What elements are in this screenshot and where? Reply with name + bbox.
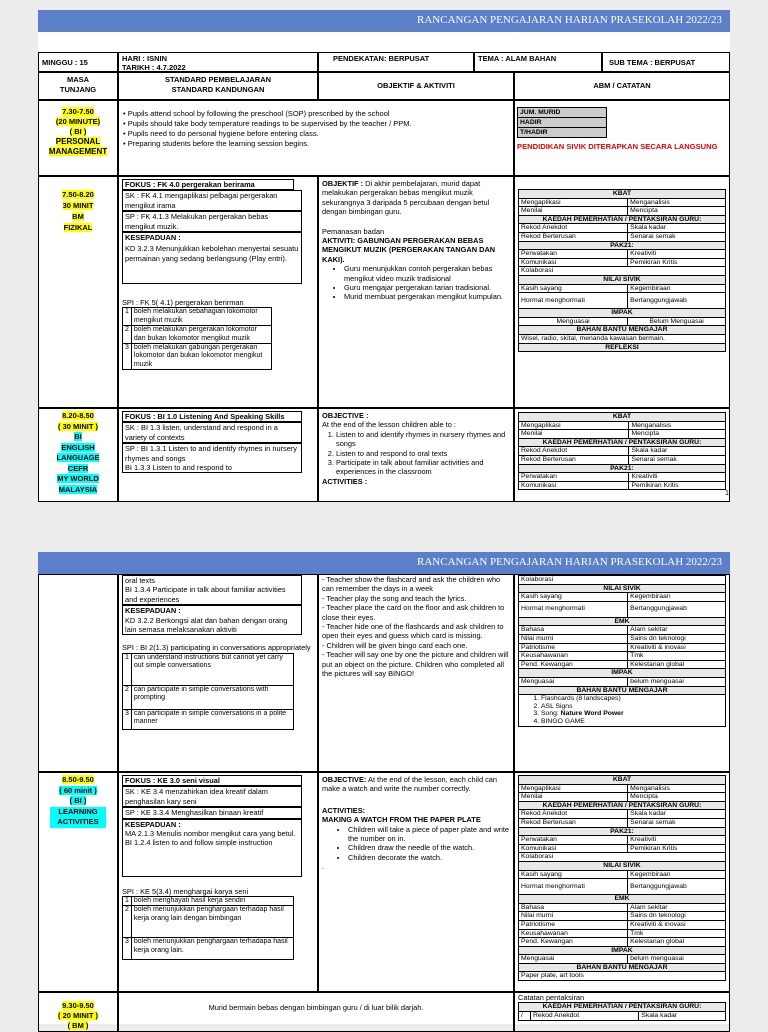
spi-cell: 3 bbox=[123, 938, 132, 960]
grid-cell: Tmk bbox=[628, 652, 726, 661]
grid-cell: Senarai semak bbox=[628, 232, 726, 241]
spi-cell: 2 bbox=[123, 685, 132, 709]
spi-cell: 3 bbox=[123, 709, 132, 729]
grid-cell: Pemikiran Kritis bbox=[628, 844, 726, 853]
grid-cell: Patriotisme bbox=[519, 920, 628, 929]
grid-cell: Bertanggungjawab bbox=[628, 879, 726, 895]
grid-cell: Pemikiran Kritis bbox=[629, 481, 726, 490]
row3-code: BI bbox=[74, 432, 82, 441]
grid-cell: Mengaplikasi bbox=[519, 784, 628, 793]
grid-section-header: PAK21: bbox=[519, 827, 726, 836]
grid-cell: Paper plate, art tools bbox=[519, 972, 726, 981]
grid-cell: Mengaplikasi bbox=[519, 198, 628, 207]
grid-cell: Pemikiran Kritis bbox=[628, 258, 726, 267]
grid-section-header: KAEDAH PEMERHATIAN / PENTAKSIRAN GURU: bbox=[519, 1003, 726, 1012]
row5-abm bbox=[514, 992, 730, 1032]
grid-cell: Mencipta bbox=[628, 207, 726, 216]
grid-cell: Kolaborasi bbox=[519, 576, 726, 585]
grid-cell: Senarai semak bbox=[629, 455, 726, 464]
row2-time: 7.50-8.20 bbox=[62, 190, 94, 199]
page-number: 1 bbox=[725, 490, 729, 497]
grid-section-header: IMPAK bbox=[519, 946, 726, 955]
grid-section-header: REFLEKSI bbox=[519, 343, 726, 352]
grid-cell: Kelestarian global bbox=[628, 660, 726, 669]
grid-cell: Perwatakan bbox=[519, 836, 628, 845]
activity-line: - Children will be given bingo card each one. bbox=[322, 640, 468, 650]
grid-cell: Menguasai bbox=[519, 955, 628, 964]
objective-heading: OBJECTIVE : bbox=[322, 411, 369, 420]
spi-desc: boleh melakukan sebahagian lokomotor mengikut muzik bbox=[131, 308, 271, 326]
row2-code: BM bbox=[72, 212, 84, 221]
grid-cell: Bertanggungjawab bbox=[628, 293, 726, 309]
grid-cell: Menilai bbox=[519, 793, 628, 802]
grid-section-header: EMK bbox=[519, 617, 726, 626]
row1-abm bbox=[514, 100, 730, 176]
grid-cell: Hormat menghormati bbox=[519, 601, 628, 617]
grid-cell: Alam sekitar bbox=[628, 903, 726, 912]
grid-cell: Menganalisis bbox=[628, 198, 726, 207]
row2-spi-table bbox=[122, 307, 272, 370]
row3-sk: SK : BI 1.3 listen, understand and respond in a variety of contexts bbox=[122, 422, 302, 443]
grid-cell: Menganalisis bbox=[629, 421, 726, 430]
row4-making-heading: MAKING A WATCH FROM THE PAPER PLATE bbox=[322, 815, 481, 825]
grid-section-header: PAK21: bbox=[519, 464, 726, 473]
row2-kesepaduan bbox=[122, 232, 302, 284]
grid-cell: Skala kadar bbox=[639, 1012, 726, 1021]
grid-cell: Kreativiti bbox=[628, 836, 726, 845]
grid-cell: Pend. Kewangan bbox=[519, 938, 628, 947]
grid-cell: Kolaborasi bbox=[519, 267, 726, 276]
row1-masa bbox=[38, 100, 118, 176]
aktiviti-item: • Guru mengajar pergerakan tarian tradisional. bbox=[344, 283, 510, 292]
list-item: 2. ASL Signs bbox=[541, 703, 723, 711]
grid-cell: Skala kadar bbox=[629, 447, 726, 456]
row5-grid bbox=[518, 1002, 726, 1020]
list-item: • Children draw the needle of the watch. bbox=[348, 843, 510, 852]
row5-desc: Murid bermain bebas dengan bimbingan guru / di luar bilik darjah. bbox=[118, 992, 514, 1032]
row3b-kesepaduan: KESEPADUAN : KD 3.2.2 Berkongsi alat dan bahan dengan orang lain semasa melaksanakan aktiviti bbox=[122, 605, 302, 635]
row3b-spi-table bbox=[122, 653, 294, 730]
grid-cell: Kreativiti bbox=[629, 473, 726, 482]
grid-cell: Hormat menghormati bbox=[519, 879, 628, 895]
row3b-activities bbox=[318, 574, 514, 772]
list-item: 3. Song: Nature Word Power bbox=[541, 710, 723, 718]
row2-sp: SP : FK 4.1.3 Melakukan pergerakan bebas mengikut muzik. bbox=[122, 211, 302, 232]
grid-cell: Pend. Kewangan bbox=[519, 660, 628, 669]
spi-cell: boleh menunjukkan penghargaan terhadapa hasil kerja orang lain. bbox=[131, 938, 293, 960]
col-standard: STANDARD PEMBELAJARAN STANDARD KANDUNGAN bbox=[118, 72, 318, 100]
row3-fokus: FOKUS : BI 1.0 Listening And Speaking Skills bbox=[122, 411, 302, 422]
spi-desc: boleh melakukan gabungan pergerakan lokomotor dan bukan lokomotor mengikut muzik bbox=[131, 344, 271, 370]
grid-cell: Kasih sayang bbox=[519, 870, 628, 879]
sub-tema: SUB TEMA : BERPUSAT bbox=[602, 52, 730, 72]
hari: HARI : ISNIN bbox=[122, 54, 167, 63]
grid-cell: Rekod Anekdot bbox=[519, 224, 628, 233]
grid-cell: Menilai bbox=[519, 430, 629, 439]
grid-cell: Kelestarian global bbox=[628, 938, 726, 947]
hari-tarikh bbox=[118, 52, 318, 72]
aktiviti-item: • Guru menunjukkan contoh pergerakan bebas mengikut video muzik tradisional bbox=[344, 264, 510, 283]
grid-cell: Kreativiti & inovasi bbox=[628, 920, 726, 929]
list-item: 2. Listen to and respond to oral texts bbox=[336, 449, 510, 458]
tarikh: TARIKH : 4.7.2022 bbox=[122, 63, 186, 72]
grid-section-header: NILAI SIVIK bbox=[519, 275, 726, 284]
spi-cell: 1 bbox=[123, 653, 132, 685]
grid-cell: Belum Menguasai bbox=[628, 317, 726, 326]
grid-section-header: IMPAK bbox=[519, 669, 726, 678]
grid-cell: Alam sekitar bbox=[628, 626, 726, 635]
row1-content bbox=[118, 100, 514, 176]
grid-cell: Kegembiraan bbox=[628, 870, 726, 879]
row3-masa bbox=[38, 408, 118, 502]
grid-cell: Senarai semak bbox=[628, 818, 726, 827]
grid-section-header: KBAT bbox=[519, 776, 726, 785]
row4-activities-heading: ACTIVITIES: bbox=[322, 805, 366, 815]
tema: TEMA : ALAM BAHAN bbox=[474, 52, 602, 72]
spi-cell: boleh menunjukkan penghargaan terhadap hasil kerja orang lain dengan bimbingan bbox=[131, 906, 293, 938]
row3-grid bbox=[518, 412, 726, 490]
spi-level: 1 bbox=[123, 308, 132, 326]
grid-cell: Rekod Anekdot bbox=[519, 810, 628, 819]
grid-cell: Kegembiraan bbox=[628, 593, 726, 602]
grid-cell: Hormat menghormati bbox=[519, 293, 628, 309]
grid-section-header: BAHAN BANTU MENGAJAR bbox=[519, 326, 726, 335]
grid-cell: Nilai murni bbox=[519, 634, 628, 643]
row3b-sp: oral texts BI 1.3.4 Participate in talk about familiar activities and experiences bbox=[122, 575, 302, 605]
grid-cell bbox=[519, 695, 726, 726]
grid-cell: Menguasai bbox=[519, 317, 628, 326]
list-item: 1. Flashcards (8 landscapes) bbox=[541, 695, 723, 703]
row3-tunjang: MY WORLD bbox=[57, 474, 99, 483]
objektif-heading: OBJEKTIF : bbox=[322, 179, 364, 188]
grid-cell: Kasih sayang bbox=[519, 284, 628, 293]
row5-masa: 9.30-9.50 ( 20 MINIT ) ( BM ) bbox=[38, 992, 118, 1032]
grid-cell: Menilai bbox=[519, 207, 628, 216]
grid-cell: Rekod Berterusan bbox=[519, 455, 629, 464]
spi-desc: boleh melakukan pergerakan lokomotor dan bukan lokomotor mengikut muzik bbox=[131, 326, 271, 344]
row2-objektif bbox=[318, 176, 514, 408]
grid-section-header: BAHAN BANTU MENGAJAR bbox=[519, 963, 726, 972]
spi-cell: 1 bbox=[123, 897, 132, 906]
page-banner: RANCANGAN PENGAJARAN HARIAN PRASEKOLAH 2022/23 bbox=[38, 10, 730, 32]
spi-cell: can understand instructions but cannot yet carry out simple conversations bbox=[131, 653, 293, 685]
activity-line: - Teacher show the flashcard and ask the children who can remember the days in a week bbox=[322, 575, 501, 594]
grid-cell: belum menguasai bbox=[628, 955, 726, 964]
row4-fokus: FOKUS : KE 3.0 seni visual bbox=[122, 775, 302, 786]
spi-level: 3 bbox=[123, 344, 132, 370]
row2-tunjang: FIZIKAL bbox=[63, 223, 93, 232]
grid-cell: Komunikasi bbox=[519, 844, 628, 853]
grid-cell: Kasih sayang bbox=[519, 593, 628, 602]
page-1 bbox=[38, 10, 730, 502]
row3-duration: ( 30 MINIT ) bbox=[57, 421, 98, 431]
row1-time: 7.30-7.50 bbox=[62, 107, 94, 116]
row3-tunjang: CEFR bbox=[67, 463, 89, 473]
activity-line: - Teacher place the card on the floor and ask children to close their eyes. bbox=[322, 603, 505, 622]
kesepaduan-text: KD 3.2.3 Menunjukkan kebolehan menyertai sesuatu permainan yang sedang berlangsung (Play entri). bbox=[125, 244, 299, 263]
row3-sp: SP : BI 1.3.1 Listen to and identify rhymes in nursery rhymes and songs BI 1.3.3 Listen to and respond to bbox=[122, 443, 302, 473]
col-masa: MASA TUNJANG bbox=[38, 72, 118, 100]
grid-cell: Rekod Anekdot bbox=[519, 447, 629, 456]
row1-bullet: • Pupils need to do personal hygiene before entering class. bbox=[123, 129, 319, 138]
row4-kesepaduan: KESEPADUAN : MA 2.1.3 Menulis nombor mengikut cara yang betul. BI 1.2.4 listen to and follow simple instruction bbox=[122, 819, 302, 877]
spi-cell: 2 bbox=[123, 906, 132, 938]
grid-cell: Wisel, radio, skital, menanda kawasan bermain. bbox=[519, 334, 726, 343]
row3-objektif bbox=[318, 408, 514, 502]
grid-section-header: PAK21: bbox=[519, 241, 726, 250]
grid-cell: Perwatakan bbox=[519, 250, 628, 259]
grid-cell: Rekod Anekdot bbox=[531, 1012, 639, 1021]
row3b-spi-heading: SPI : BI 2(1.3) participating in conversations appropriately bbox=[122, 643, 311, 653]
row4-activity-list bbox=[336, 825, 510, 863]
grid-cell: Rekod Berterusan bbox=[519, 818, 628, 827]
row3b-grid bbox=[518, 575, 726, 727]
grid-cell: Sains dn teknologi bbox=[628, 912, 726, 921]
row4-grid bbox=[518, 775, 726, 981]
grid-cell: Menguasai bbox=[519, 677, 628, 686]
row1-bullet: • Pupils should take body temperature readings to be supervised by the teacher / PPM. bbox=[123, 119, 412, 128]
row3-tunjang: LANGUAGE bbox=[56, 453, 100, 462]
list-item: 4. BINGO GAME bbox=[541, 718, 723, 726]
grid-cell: Bahasa bbox=[519, 903, 628, 912]
aktiviti-item: • Murid membuat pergerakan mengikut kumpulan. bbox=[344, 292, 510, 301]
row2-standard bbox=[118, 176, 318, 408]
hadir: HADIR bbox=[518, 118, 607, 128]
row3-tunjang: ENGLISH bbox=[61, 442, 95, 452]
catatan-pentaksiran: Catatan pentaksiran bbox=[518, 993, 585, 1002]
grid-cell: Kreativiti & inovasi bbox=[628, 643, 726, 652]
grid-section-header: KAEDAH PEMERHATIAN / PENTAKSIRAN GURU: bbox=[519, 801, 726, 810]
grid-cell: Patriotisme bbox=[519, 643, 628, 652]
row4-masa: 8.50-9.50 ( 60 minit ) ( BI ) LEARNING ACTIVITIES bbox=[38, 772, 118, 992]
grid-section-header: KBAT bbox=[519, 413, 726, 422]
grid-section-header: NILAI SIVIK bbox=[519, 584, 726, 593]
grid-cell: Mencipta bbox=[628, 793, 726, 802]
grid-section-header: NILAI SIVIK bbox=[519, 861, 726, 870]
grid-cell: Skala kadar bbox=[628, 810, 726, 819]
row4-abm bbox=[514, 772, 730, 992]
grid-cell: Menganalisis bbox=[628, 784, 726, 793]
grid-section-header: KAEDAH PEMERHATIAN / PENTAKSIRAN GURU: bbox=[519, 438, 726, 447]
row3-standard bbox=[118, 408, 318, 502]
grid-cell: Nilai murni bbox=[519, 912, 628, 921]
grid-cell: Bahasa bbox=[519, 626, 628, 635]
t-hadir: T/HADIR bbox=[518, 128, 607, 138]
activities-heading: ACTIVITIES : bbox=[322, 476, 368, 486]
row4-spi-table bbox=[122, 896, 294, 960]
activity-line: - Teacher play the song and teach the lyrics. bbox=[322, 593, 467, 603]
row1-tunjang: PERSONAL MANAGEMENT bbox=[48, 137, 108, 156]
grid-cell: Rekod Berterusan bbox=[519, 232, 628, 241]
objective-list bbox=[322, 430, 510, 477]
spi-level: 2 bbox=[123, 326, 132, 344]
spi-cell: boleh menghayati hasil kerja sendiri bbox=[131, 897, 293, 906]
grid-cell: Komunikasi bbox=[519, 481, 629, 490]
grid-cell: Bertanggungjawab bbox=[628, 601, 726, 617]
grid-cell: Kegembiraan bbox=[628, 284, 726, 293]
grid-section-header: KBAT bbox=[519, 190, 726, 199]
pendekatan: PENDEKATAN: BERPUSAT bbox=[318, 52, 474, 72]
row3b-abm bbox=[514, 574, 730, 772]
row3-tunjang: MALAYSIA bbox=[58, 484, 98, 494]
grid-cell: Perwatakan bbox=[519, 473, 629, 482]
minggu: MINGGU : 15 bbox=[38, 52, 118, 72]
grid-cell: Sains dn teknologi bbox=[628, 634, 726, 643]
aktiviti-list bbox=[332, 264, 510, 302]
grid-cell: Komunikasi bbox=[519, 258, 628, 267]
grid-cell: Tmk bbox=[628, 929, 726, 938]
pemanasan: Pemanasan badan bbox=[322, 226, 385, 236]
row3b-standard bbox=[118, 574, 318, 772]
row4-standard bbox=[118, 772, 318, 992]
row2-duration: 30 MINIT bbox=[62, 201, 94, 210]
grid-cell: Kreativiti bbox=[628, 250, 726, 259]
row4-spi-heading: SPI : KE 5(3.4) menghargai karya seni bbox=[122, 886, 249, 896]
grid-section-header: KAEDAH PEMERHATIAN / PENTAKSIRAN GURU: bbox=[519, 215, 726, 224]
row3b-masa bbox=[38, 574, 118, 772]
grid-cell: / bbox=[519, 1012, 531, 1021]
spi-cell: can participate in simple conversations with prompting bbox=[131, 685, 293, 709]
row2-masa bbox=[38, 176, 118, 408]
jum-murid: JUM. MURID bbox=[518, 108, 607, 118]
page-banner: RANCANGAN PENGAJARAN HARIAN PRASEKOLAH 2022/23 bbox=[38, 552, 730, 574]
row2-abm bbox=[514, 176, 730, 408]
row4-objektif: OBJECTIVE: At the end of the lesson, each child can make a watch and write the number correctly. ACTIVITIES: MAKING A WATCH FROM THE PAPER PLATE • Children will take a piece of paper plate and write the number on in. • Children draw the needle of the watch. • Children decorate the watch. . bbox=[318, 772, 514, 992]
page-2 bbox=[38, 552, 730, 1030]
list-item: 1. Listen to and identify rhymes in nursery rhymes and songs bbox=[336, 430, 510, 449]
spi-cell: can participate in simple conversations in a polite manner bbox=[131, 709, 293, 729]
grid-section-header: BAHAN BANTU MENGAJAR bbox=[519, 686, 726, 695]
bahan-list bbox=[521, 695, 723, 725]
row4-sp: SP : KE 3.3.4 Menghasilkan binaan kreatif bbox=[122, 807, 302, 818]
row2-spi-heading: SPI : FK 5( 4.1) pergerakan berirman bbox=[122, 298, 244, 308]
aktiviti-heading: AKTIVITI: GABUNGAN PERGERAKAN BEBAS MENGIKUT MUZIK (PERGERAKAN TANGAN DAN KAKI). bbox=[322, 236, 496, 264]
grid-cell: Keusahawanan bbox=[519, 929, 628, 938]
list-item: • Children will take a piece of paper plate and write the number on in. bbox=[348, 825, 510, 844]
grid-cell: belum menguasai bbox=[628, 677, 726, 686]
objektif-text: Di akhir pembelajaran, murid dapat melakukan pergerakan bebas mengikut muzik sekurangnya 3 daripada 5 percubaan dengan betul dengan bimbingan guru. bbox=[322, 179, 490, 217]
sivik-note: PENDIDIKAN SIVIK DITERAPKAN SECARA LANGSUNG bbox=[517, 142, 718, 151]
grid-cell: Keusahawanan bbox=[519, 652, 628, 661]
row2-sk: SK : FK 4.1 mengaplikasi pelbagai pergerakan mengikut irama bbox=[122, 190, 302, 211]
row2-fokus: FOKUS : FK 4.0 pergerakan berirama bbox=[122, 179, 294, 190]
row3-time: 8.20-8.50 bbox=[62, 411, 94, 420]
activity-line: - Teacher hide one of the flashcards and ask children to open their eyes and guess which card is missing. bbox=[322, 622, 504, 641]
grid-cell: Mengaplikasi bbox=[519, 421, 629, 430]
murid-table bbox=[517, 107, 607, 138]
list-item: • Children decorate the watch. bbox=[348, 853, 510, 862]
row1-bullet: • Pupils attend school by following the preschool (SOP) prescribed by the school bbox=[123, 109, 390, 118]
grid-section-header: IMPAK bbox=[519, 309, 726, 318]
grid-cell: Skala kadar bbox=[628, 224, 726, 233]
col-objektif: OBJEKTIF & AKTIVITI bbox=[318, 72, 514, 100]
row4-sk: SK : KE 3.4 menzahirkan idea kreatif dalam penghasilan kary seni bbox=[122, 786, 302, 807]
objective-text: At the end of the lesson children able to : bbox=[322, 420, 456, 430]
row1-bullet: • Preparing students before the learning session begins. bbox=[123, 139, 310, 148]
row1-duration: (20 MINUTE) bbox=[55, 117, 101, 126]
row1-code: ( BI ) bbox=[69, 127, 87, 136]
list-item: 3. Participate in talk about familiar activities and experiences in the classroom bbox=[336, 458, 510, 477]
grid-cell: Mencipta bbox=[629, 430, 726, 439]
col-abm: ABM / CATATAN bbox=[514, 72, 730, 100]
kesepaduan-heading: KESEPADUAN : bbox=[125, 233, 181, 243]
row3-abm bbox=[514, 408, 730, 502]
activity-line: - Teacher will say one by one the picture and children will put an object on the picture. Children who completed all the pictures will say BINGO! bbox=[322, 650, 509, 679]
grid-cell: Kolaborasi bbox=[519, 853, 726, 862]
grid-section-header: EMK bbox=[519, 895, 726, 904]
row2-grid bbox=[518, 189, 726, 352]
